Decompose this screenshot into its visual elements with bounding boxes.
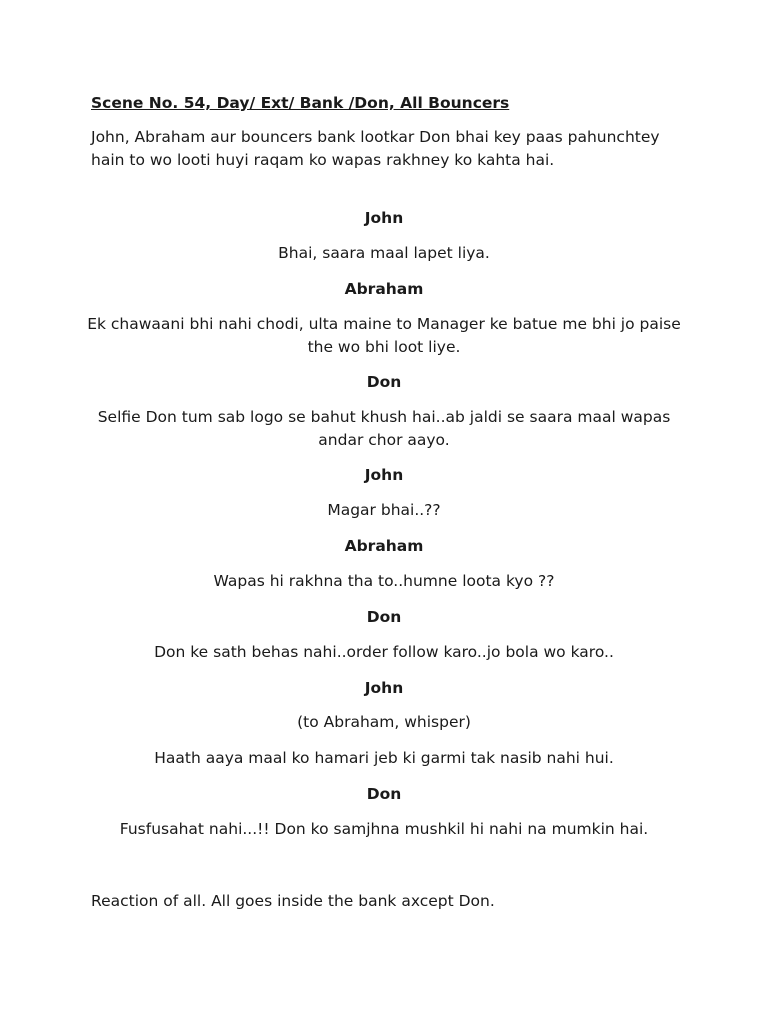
dialogue-line: Haath aaya maal ko hamari jeb ki garmi tak nasib nahi hui. — [154, 749, 614, 767]
dialogue-line: Ek chawaani bhi nahi chodi, ulta maine to Manager ke batue me bhi jo paise the wo bhi loot liye. — [87, 315, 681, 356]
speaker-name: John — [364, 209, 404, 227]
speaker-name: John — [364, 466, 404, 484]
dialogue-line: Fusfusahat nahi...!! Don ko samjhna mushkil hi nahi na mumkin hai. — [119, 820, 649, 838]
speaker-name: Don — [366, 373, 402, 391]
parenthetical: (to Abraham, whisper) — [297, 713, 471, 731]
scene-heading: Scene No. 54, Day/ Ext/ Bank /Don, All Bouncers — [91, 94, 510, 112]
speaker-name: Don — [366, 608, 402, 626]
speaker-name: Abraham — [344, 280, 424, 298]
action-line: Reaction of all. All goes inside the bank axcept Don. — [91, 892, 495, 910]
dialogue-line: Magar bhai..?? — [327, 501, 441, 519]
speaker-name: Don — [366, 785, 402, 803]
dialogue-line: Selfie Don tum sab logo se bahut khush hai..ab jaldi se saara maal wapas andar chor aayo. — [97, 408, 671, 449]
dialogue-line: Wapas hi rakhna tha to..humne loota kyo ?? — [213, 572, 555, 590]
dialogue-line: Don ke sath behas nahi..order follow karo..jo bola wo karo.. — [154, 643, 614, 661]
scene-description: John, Abraham aur bouncers bank lootkar Don bhai key paas pahunchtey hain to wo looti huyi raqam ko wapas rakhney ko kahta hai. — [91, 128, 660, 169]
speaker-name: John — [364, 679, 404, 697]
dialogue-line: Bhai, saara maal lapet liya. — [278, 244, 490, 262]
speaker-name: Abraham — [344, 537, 424, 555]
